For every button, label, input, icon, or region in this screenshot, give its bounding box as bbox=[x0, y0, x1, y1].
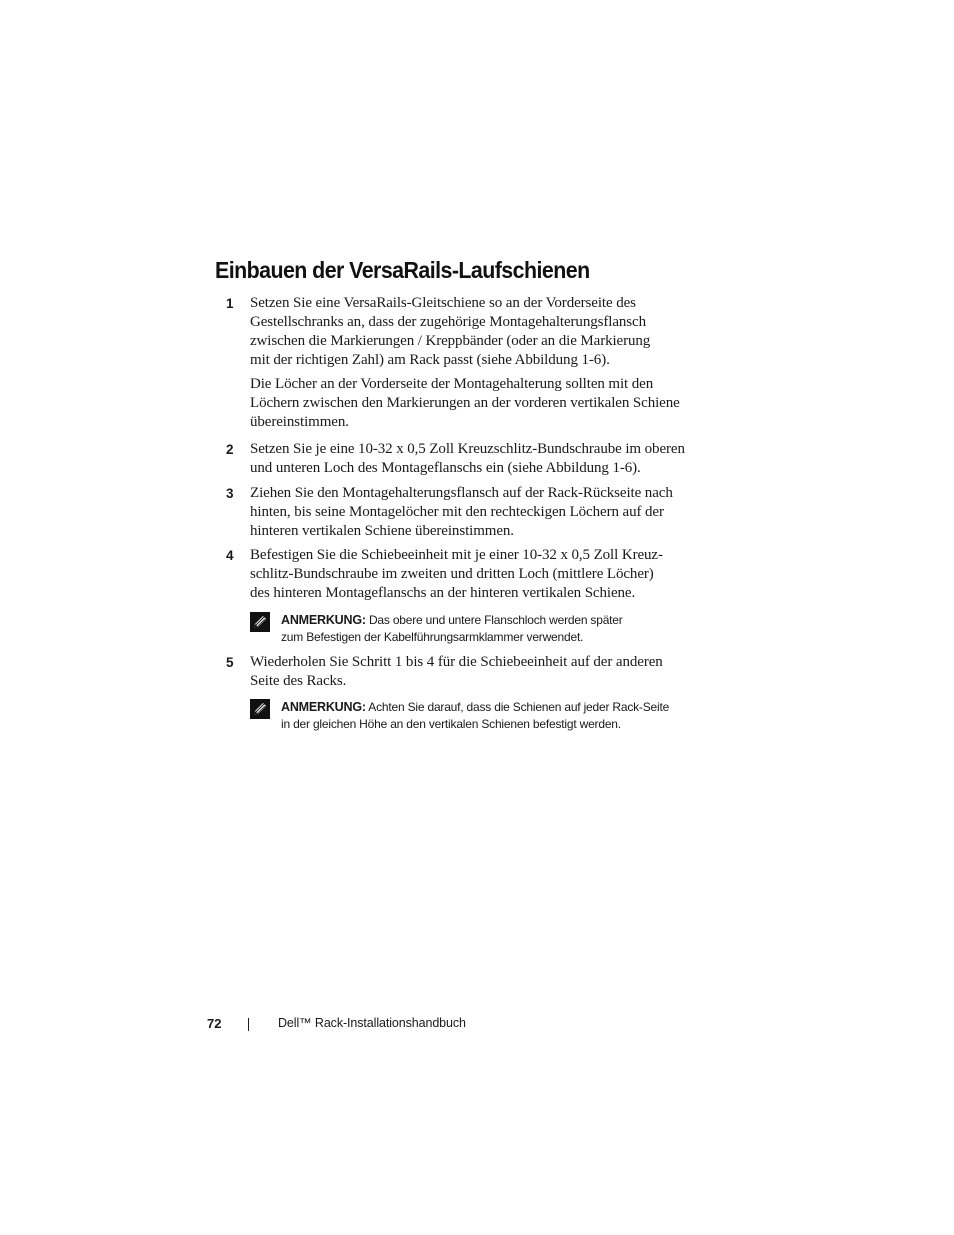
step-number: 5 bbox=[226, 655, 234, 670]
paragraph-line: Die Löcher an der Vorderseite der Montagehalterung sollten mit den bbox=[250, 376, 654, 392]
note-label: ANMERKUNG: bbox=[281, 613, 366, 627]
page-number: 72 bbox=[207, 1016, 222, 1031]
step-text bbox=[250, 546, 712, 603]
note-text bbox=[281, 699, 721, 733]
step-1-paragraph bbox=[250, 375, 712, 432]
step-line: Wiederholen Sie Schritt 1 bis 4 für die Schiebeeinheit auf der anderen bbox=[250, 654, 663, 670]
note-body: Achten Sie darauf, dass die Schienen auf jeder Rack-Seite bbox=[368, 700, 670, 714]
page-heading: Einbauen der VersaRails-Laufschienen bbox=[215, 257, 590, 283]
step-line: Ziehen Sie den Montagehalterungsflansch auf der Rack-Rückseite nach bbox=[250, 485, 673, 501]
step-line: schlitz-Bundschraube im zweiten und dritten Loch (mittlere Löcher) bbox=[250, 566, 654, 582]
step-line: und unteren Loch des Montageflanschs ein (siehe Abbildung 1-6). bbox=[250, 460, 641, 476]
note-second-line: zum Befestigen der Kabelführungsarmklammer verwendet. bbox=[281, 630, 584, 644]
step-line: zwischen die Markierungen / Kreppbänder (oder an die Markierung bbox=[250, 333, 651, 349]
step-line: Seite des Racks. bbox=[250, 673, 347, 689]
note-pencil-icon bbox=[250, 699, 270, 719]
step-line: Gestellschranks an, dass der zugehörige Montagehalterungsflansch bbox=[250, 314, 646, 330]
step-line: Setzen Sie je eine 10-32 x 0,5 Zoll Kreuzschlitz-Bundschraube im oberen bbox=[250, 441, 685, 457]
note-text bbox=[281, 612, 721, 646]
step-number: 3 bbox=[226, 486, 234, 501]
step-line: des hinteren Montageflanschs an der hinteren vertikalen Schiene. bbox=[250, 585, 636, 601]
footer-title: Dell™ Rack-Installationshandbuch bbox=[278, 1016, 466, 1030]
step-line: hinten, bis seine Montagelöcher mit den rechteckigen Löchern auf der bbox=[250, 504, 664, 520]
step-line: mit der richtigen Zahl) am Rack passt (siehe Abbildung 1-6). bbox=[250, 352, 610, 368]
note-pencil-icon bbox=[250, 612, 270, 632]
step-text bbox=[250, 440, 712, 478]
step-number: 2 bbox=[226, 442, 234, 457]
paragraph-line: Löchern zwischen den Markierungen an der vorderen vertikalen Schiene bbox=[250, 395, 680, 411]
note-first-line bbox=[281, 699, 721, 716]
step-text bbox=[250, 294, 712, 370]
step-text bbox=[250, 484, 712, 541]
step-line: Befestigen Sie die Schiebeeinheit mit je einer 10-32 x 0,5 Zoll Kreuz- bbox=[250, 547, 663, 563]
step-number: 1 bbox=[226, 296, 234, 311]
note-label: ANMERKUNG: bbox=[281, 700, 366, 714]
step-text bbox=[250, 653, 712, 691]
footer-separator bbox=[248, 1018, 249, 1031]
step-number: 4 bbox=[226, 548, 234, 563]
note-body: Das obere und untere Flanschloch werden später bbox=[368, 613, 623, 627]
step-line: Setzen Sie eine VersaRails-Gleitschiene so an der Vorderseite des bbox=[250, 295, 636, 311]
step-line: hinteren vertikalen Schiene übereinstimmen. bbox=[250, 523, 514, 539]
note-second-line: in der gleichen Höhe an den vertikalen Schienen befestigt werden. bbox=[281, 717, 621, 731]
paragraph-line: übereinstimmen. bbox=[250, 414, 349, 430]
note-first-line bbox=[281, 612, 721, 629]
